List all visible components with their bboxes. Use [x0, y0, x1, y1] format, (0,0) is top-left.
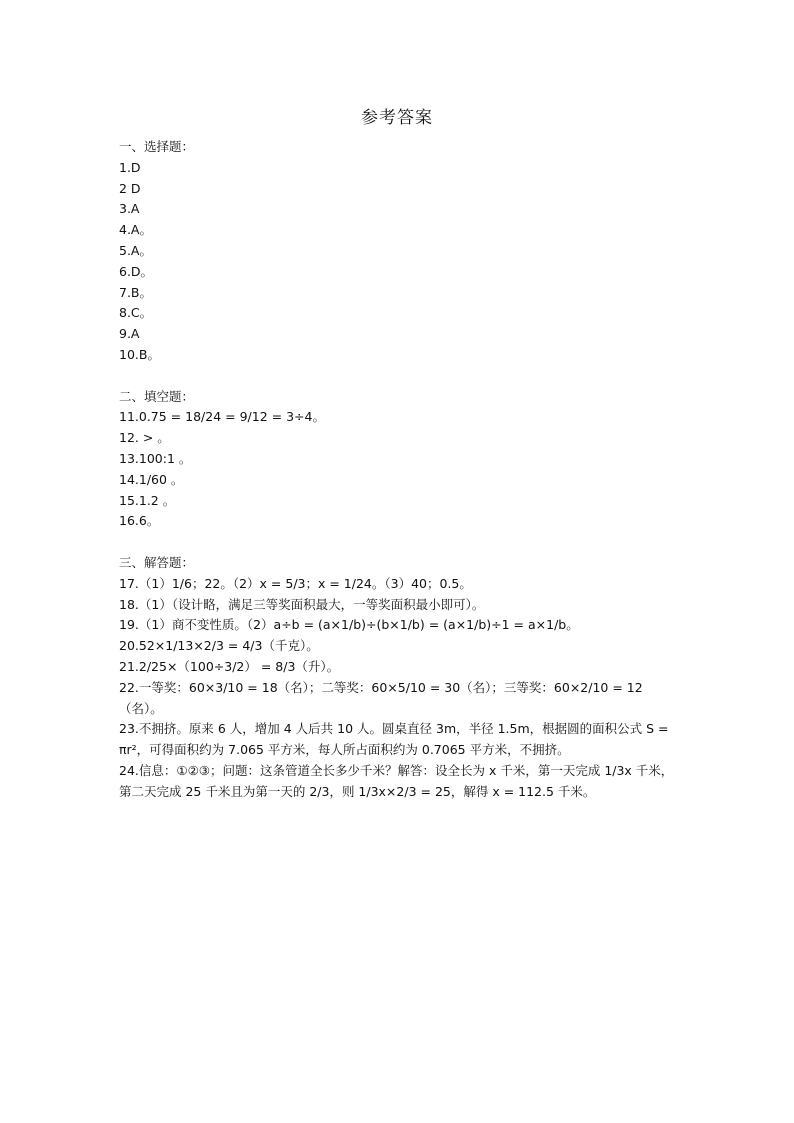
section-heading: 三、解答题： [119, 554, 195, 570]
answer-item: 11.0.75 = 18/24 = 9/12 = 3÷4。 [119, 409, 325, 425]
section-heading: 一、选择题： [119, 139, 195, 154]
answer-item: 9.A [119, 326, 140, 342]
answer-item: 22.一等奖：60×3/10 = 18（名）；二等奖：60×5/10 = 30（名）；三等奖：60×2/10 = 12（名）。 [119, 679, 643, 716]
answer-item: 1.D [119, 159, 141, 175]
answer-item: 14.1/60 。 [119, 471, 184, 487]
answer-item: 6.D。 [119, 263, 154, 279]
answer-item: 3.A [119, 201, 140, 217]
section-spacer [119, 366, 679, 387]
section-heading: 二、填空题： [119, 388, 195, 404]
answer-item: 7.B。 [119, 284, 153, 300]
page-title: 参考答案 [361, 108, 433, 128]
answer-item: 15.1.2 。 [119, 492, 176, 508]
answer-item: 12. > 。 [119, 430, 170, 446]
answer-item: 23.不拥挤。原来 6 人，增加 4 人后共 10 人。圆桌直径 3m，半径 1.5m，根据圆的面积公式 S = πr²，可得面积约为 7.065 平方米，每人所占面积约为 0.7065 平方米，不拥挤。 [119, 721, 669, 758]
answer-item: 20.52×1/13×2/3 = 4/3（千克）。 [119, 638, 319, 654]
answer-item: 21.2/25×（100÷3/2） = 8/3（升）。 [119, 658, 340, 674]
answer-content [119, 137, 679, 803]
answer-item: 8.C。 [119, 305, 153, 321]
answer-item: 13.100:1 。 [119, 450, 192, 466]
answer-item: 5.A。 [119, 242, 152, 258]
answer-item: 24.信息：①②③；问题：这条管道全长多少千米？解答：设全长为 x 千米，第一天完成 1/3x 千米，第二天完成 25 千米且为第一天的 2/3，则 1/3x×2/3 = 25，解得 x = 112.5 千米。 [119, 762, 674, 799]
answer-item: 19.（1）商不变性质。（2）a÷b = (a×1/b)÷(b×1/b) = (a×1/b)÷1 = a×1/b。 [119, 617, 579, 633]
answer-item: 18.（1）（设计略，满足三等奖面积最大，一等奖面积最小即可）。 [119, 596, 485, 612]
answer-item: 17.（1）1/6；22。（2）x = 5/3；x = 1/24。（3）40；0.5。 [119, 575, 472, 591]
answer-item: 16.6。 [119, 513, 160, 529]
section-spacer [119, 532, 679, 553]
answer-item: 10.B。 [119, 346, 160, 362]
answer-item: 2 D [119, 180, 141, 196]
answer-item: 4.A。 [119, 222, 152, 238]
